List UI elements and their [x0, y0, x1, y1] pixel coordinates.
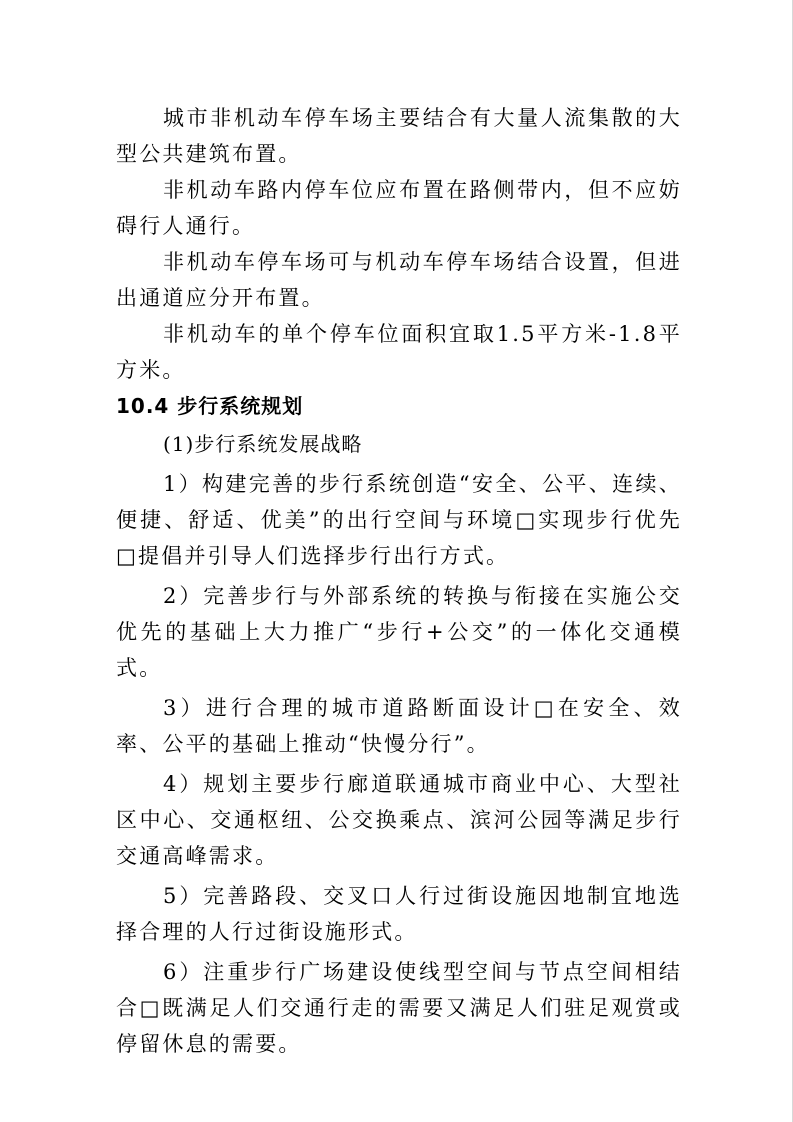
paragraph-parking-area: 非机动车的单个停车位面积宜取1.5平方米-1.8平方米。	[116, 322, 682, 382]
paragraph-parking-location: 城市非机动车停车场主要结合有大量人流集散的大型公共建筑布置。	[116, 106, 682, 166]
subheading-strategy: (1)步行系统发展战略	[163, 432, 363, 456]
list-item: 6）注重步行广场建设使线型空间与节点空间相结合□既满足人们交通行走的需要又满足人们驻足观赏或停留休息的需要。	[116, 960, 682, 1056]
list-item: 5）完善路段、交叉口人行过街设施因地制宜地选择合理的人行过街设施形式。	[116, 884, 682, 944]
list-item: 1）构建完善的步行系统创造“安全、公平、连续、便捷、舒适、优美”的出行空间与环境□实现步行优先□提倡并引导人们选择步行出行方式。	[116, 472, 682, 568]
section-heading: 10.4 步行系统规划	[116, 394, 304, 418]
list-item: 2）完善步行与外部系统的转换与衔接在实施公交优先的基础上大力推广“步行+公交”的一体化交通模式。	[116, 584, 682, 680]
paragraph-combined-parking: 非机动车停车场可与机动车停车场结合设置，但进出通道应分开布置。	[116, 250, 682, 310]
paragraph-roadside-parking: 非机动车路内停车位应布置在路侧带内，但不应妨碍行人通行。	[116, 178, 682, 238]
document-body	[116, 100, 682, 1062]
list-item: 4）规划主要步行廊道联通城市商业中心、大型社区中心、交通枢纽、公交换乘点、滨河公园等满足步行交通高峰需求。	[116, 772, 682, 868]
list-item: 3）进行合理的城市道路断面设计□在安全、效率、公平的基础上推动“快慢分行”。	[116, 696, 682, 756]
